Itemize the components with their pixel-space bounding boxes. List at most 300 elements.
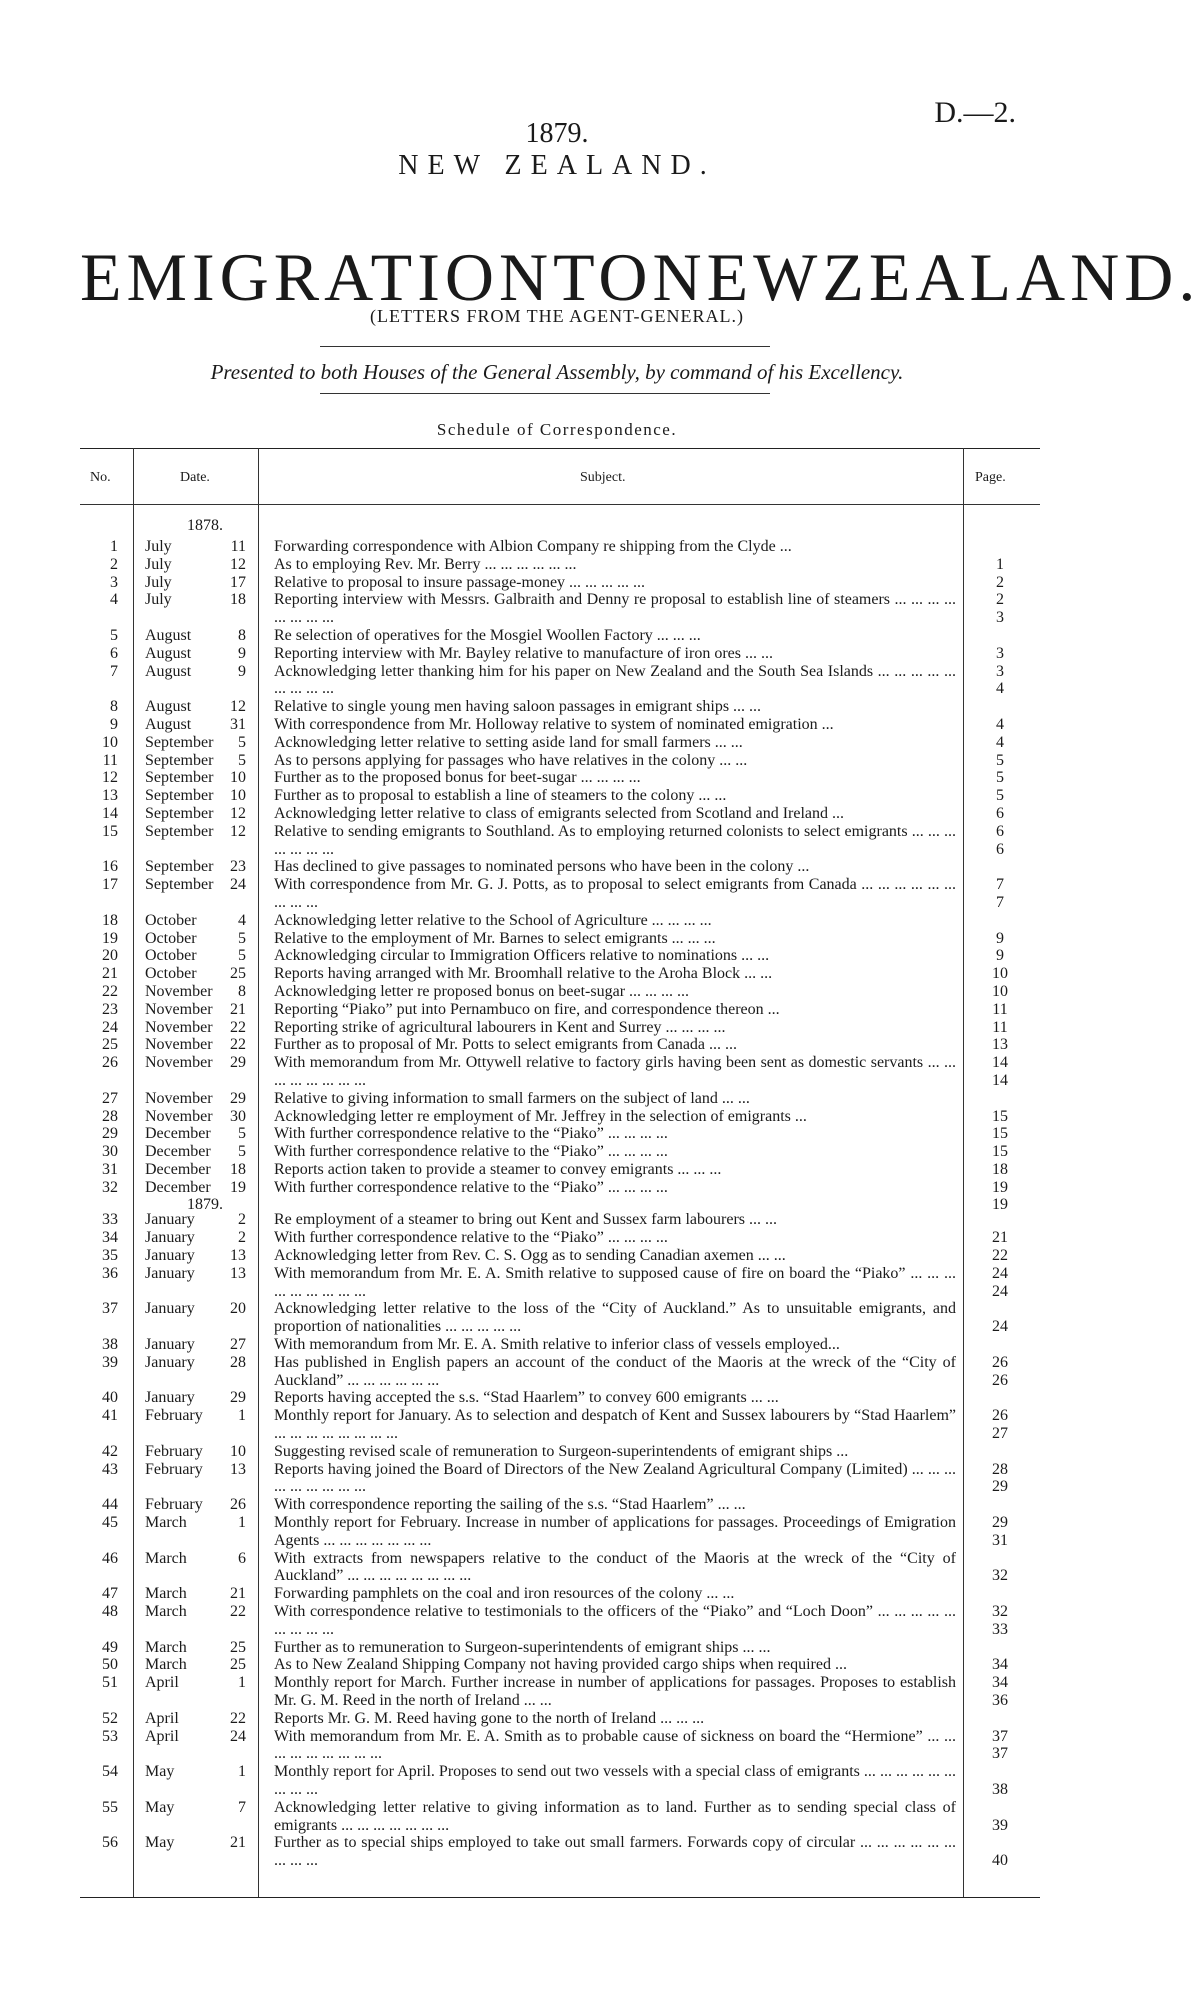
row-page: 5 (996, 787, 1004, 805)
row-month: September (145, 876, 214, 894)
table-row (0, 876, 1114, 912)
row-month: July (145, 538, 172, 555)
row-month: January (145, 1353, 195, 1371)
row-page: 10 (992, 982, 1008, 1000)
row-subject: Further as to special ships employed to take out small farmers. Forwards copy of circular ... ... ... ... ... ... ... ... ... (274, 1834, 956, 1870)
row-number: 25 (102, 1036, 118, 1054)
row-day: 5 (238, 947, 246, 965)
row-page: 3 (996, 644, 1004, 662)
row-number: 6 (110, 644, 118, 662)
row-subject: Acknowledging letter relative to class of emigrants selected from Scotland and Ireland ... (274, 804, 845, 822)
row-page: 29 (992, 1478, 1008, 1496)
row-subject: Reports having accepted the s.s. “Stad Haarlem” to convey 600 emigrants ... ... (274, 1389, 779, 1407)
row-subject: Further as to proposal of Mr. Potts to select emigrants from Canada ... ... (274, 1036, 738, 1054)
table-row (0, 1603, 1114, 1639)
row-day: 9 (238, 644, 246, 662)
row-number: 19 (102, 929, 118, 947)
table-row (0, 663, 1114, 699)
row-month: February (145, 1460, 203, 1478)
row-month: September (145, 733, 214, 751)
row-day: 7 (238, 1798, 246, 1816)
row-page: 13 (992, 1036, 1008, 1054)
row-page: 5 (996, 751, 1004, 769)
row-number: 35 (102, 1247, 118, 1265)
row-page: 6 (996, 804, 1004, 822)
row-month: October (145, 929, 197, 947)
row-page: 39 (992, 1816, 1008, 1834)
row-number: 7 (110, 662, 118, 680)
row-day: 25 (230, 1656, 246, 1674)
table-top-rule (80, 448, 1040, 449)
table-row (0, 1407, 1114, 1443)
row-month: January (145, 1389, 195, 1407)
row-month: March (145, 1656, 187, 1674)
row-month: November (145, 1089, 213, 1107)
row-month: November (145, 1000, 213, 1018)
row-subject: Reporting “Piako” put into Pernambuco on fire, and correspondence thereon ... (274, 1000, 780, 1018)
row-number: 27 (102, 1089, 118, 1107)
row-day: 10 (230, 1442, 246, 1460)
row-month: March (145, 1514, 187, 1532)
row-page: 1 (996, 555, 1004, 573)
row-day: 5 (238, 751, 246, 769)
row-month: April (145, 1727, 179, 1745)
row-subject: Re employment of a steamer to bring out Kent and Sussex farm labourers ... ... (274, 1211, 777, 1229)
row-subject: Reports Mr. G. M. Reed having gone to the north of Ireland ... ... ... (274, 1709, 705, 1727)
row-day: 30 (230, 1107, 246, 1125)
row-number: 9 (110, 715, 118, 733)
page-title (80, 239, 1200, 315)
row-subject: Reports having joined the Board of Directors of the New Zealand Agricultural Company (Limited) ... ... ... ... ... ... ... ... ... (274, 1460, 956, 1496)
row-number: 38 (102, 1336, 118, 1354)
row-page: 21 (992, 1229, 1008, 1247)
row-day: 1 (238, 1674, 246, 1692)
year-label: 1879. (187, 1196, 223, 1213)
row-subject: Acknowledging letter relative to the School of Agriculture ... ... ... ... (274, 911, 712, 929)
row-month: March (145, 1603, 187, 1621)
divider (320, 393, 770, 394)
row-day: 22 (230, 1018, 246, 1036)
row-page: 19 (992, 1178, 1008, 1196)
row-subject: Reports having arranged with Mr. Broomhall relative to the Aroha Block ... ... (274, 965, 773, 983)
row-day: 21 (230, 1000, 246, 1018)
row-number: 1 (110, 538, 118, 555)
row-subject: Forwarding pamphlets on the coal and iron resources of the colony ... ... (274, 1585, 735, 1603)
table-row (0, 1265, 1114, 1301)
row-page: 32 (992, 1603, 1008, 1621)
row-page: 9 (996, 929, 1004, 947)
row-day: 25 (230, 965, 246, 983)
row-number: 46 (102, 1549, 118, 1567)
table-bottom-rule (80, 1897, 1040, 1898)
row-number: 22 (102, 982, 118, 1000)
row-day: 18 (230, 1160, 246, 1178)
row-subject: Relative to single young men having saloon passages in emigrant ships ... ... (274, 698, 762, 716)
row-month: July (145, 573, 172, 591)
row-page: 3 (996, 609, 1004, 627)
row-number: 32 (102, 1178, 118, 1196)
row-page: 5 (996, 769, 1004, 787)
row-number: 26 (102, 1054, 118, 1072)
row-day: 10 (230, 787, 246, 805)
row-number: 36 (102, 1264, 118, 1282)
header-subject: Subject. (580, 470, 626, 485)
row-page: 7 (996, 893, 1004, 911)
row-day: 24 (230, 876, 246, 894)
row-month: January (145, 1300, 195, 1318)
row-number: 41 (102, 1407, 118, 1425)
row-month: September (145, 769, 214, 787)
row-subject: With memorandum from Mr. Ottywell relative to factory girls having been sent as domestic servants ... ... ... ... ... ... ... ... (274, 1054, 956, 1089)
row-number: 10 (102, 733, 118, 751)
title-word: EMIGRATION (80, 239, 554, 315)
row-day: 2 (238, 1229, 246, 1247)
row-day: 12 (230, 804, 246, 822)
row-month: February (145, 1442, 203, 1460)
row-number: 5 (110, 626, 118, 644)
row-subject: As to New Zealand Shipping Company not having provided cargo ships when required ... (274, 1656, 847, 1674)
row-month: February (145, 1496, 203, 1514)
row-page: 15 (992, 1125, 1008, 1143)
table-row (0, 1550, 1114, 1586)
row-number: 12 (102, 769, 118, 787)
row-number: 13 (102, 787, 118, 805)
row-page: 38 (992, 1780, 1008, 1798)
presented-line: Presented to both Houses of the General Assembly, by command of his Excellency. (210, 360, 904, 384)
row-page: 4 (996, 715, 1004, 733)
table-row (0, 1514, 1114, 1550)
row-month: April (145, 1674, 179, 1692)
row-number: 47 (102, 1585, 118, 1603)
row-day: 27 (230, 1336, 246, 1354)
row-subject: With further correspondence relative to the “Piako” ... ... ... ... (274, 1143, 668, 1161)
year-label: 1878. (187, 517, 223, 534)
row-page: 26 (992, 1353, 1008, 1371)
row-subject: With extracts from newspapers relative to the conduct of the Maoris at the wreck of the “City of Auckland” ... ... ... ... ... ... ... ... (274, 1549, 956, 1585)
row-page: 37 (992, 1727, 1008, 1745)
row-page: 6 (996, 822, 1004, 840)
row-subject: Acknowledging letter re proposed bonus on beet-sugar ... ... ... ... (274, 982, 690, 1000)
row-subject: Relative to proposal to insure passage-money ... ... ... ... ... (274, 573, 646, 591)
row-day: 21 (230, 1834, 246, 1852)
row-day: 6 (238, 1549, 246, 1567)
row-month: December (145, 1125, 211, 1143)
row-subject: Reports action taken to provide a steamer to convey emigrants ... ... ... (274, 1160, 722, 1178)
row-day: 18 (230, 591, 246, 609)
row-page: 7 (996, 876, 1004, 894)
row-number: 17 (102, 876, 118, 894)
row-month: August (145, 626, 192, 644)
document-year: 1879. (525, 118, 589, 149)
row-number: 53 (102, 1727, 118, 1745)
row-number: 29 (102, 1125, 118, 1143)
row-subject: Acknowledging circular to Immigration Officers relative to nominations ... ... (274, 947, 770, 965)
row-page: 32 (992, 1567, 1008, 1585)
row-subject: As to employing Rev. Mr. Berry ... ... ... ... ... ... (274, 555, 577, 573)
row-subject: Relative to the employment of Mr. Barnes to select emigrants ... ... ... (274, 929, 716, 947)
row-subject: Relative to giving information to small farmers on the subject of land ... ... (274, 1089, 750, 1107)
row-page: 3 (996, 662, 1004, 680)
row-month: August (145, 662, 192, 680)
table-row (0, 1054, 1114, 1090)
row-subject: Acknowledging letter thanking him for his paper on New Zealand and the South Sea Islands ... ... ... ... ... ... ... ... ... (274, 662, 956, 698)
row-page: 4 (996, 680, 1004, 698)
row-page: 15 (992, 1143, 1008, 1161)
row-month: November (145, 1036, 213, 1054)
row-subject: With correspondence relative to testimonials to the officers of the “Piako” and “Loch Doon” ... ... ... ... ... ... ... ... ... (274, 1603, 956, 1638)
row-page: 2 (996, 573, 1004, 591)
row-subject: Further as to proposal to establish a line of steamers to the colony ... ... (274, 787, 727, 805)
row-number: 56 (102, 1834, 118, 1852)
row-subject: With further correspondence relative to the “Piako” ... ... ... ... (274, 1125, 668, 1143)
row-subject: Has published in English papers an account of the conduct of the Maoris at the wreck of the “City of Auckland” ... ... ... ... ... ... (274, 1353, 956, 1389)
header-no: No. (90, 470, 111, 485)
divider (320, 346, 770, 347)
row-number: 34 (102, 1229, 118, 1247)
table-row (0, 1834, 1114, 1870)
schedule-heading: Schedule of Correspondence. (436, 420, 678, 439)
row-day: 19 (230, 1178, 246, 1196)
row-day: 22 (230, 1603, 246, 1621)
row-subject: As to persons applying for passages who have relatives in the colony ... ... (274, 751, 748, 769)
row-day: 8 (238, 626, 246, 644)
row-day: 17 (230, 573, 246, 591)
row-number: 45 (102, 1514, 118, 1532)
row-day: 21 (230, 1585, 246, 1603)
row-number: 4 (110, 591, 118, 609)
row-page: 34 (992, 1674, 1008, 1692)
row-number: 54 (102, 1763, 118, 1781)
row-month: October (145, 911, 197, 929)
row-page: 18 (992, 1160, 1008, 1178)
row-day: 5 (238, 733, 246, 751)
row-day: 29 (230, 1089, 246, 1107)
row-number: 48 (102, 1603, 118, 1621)
row-day: 22 (230, 1709, 246, 1727)
row-month: March (145, 1638, 187, 1656)
header-page: Page. (975, 470, 1006, 485)
row-subject: With further correspondence relative to the “Piako” ... ... ... ... (274, 1178, 668, 1196)
row-subject: With correspondence reporting the sailing of the s.s. “Stad Haarlem” ... ... (274, 1496, 746, 1514)
row-day: 13 (230, 1460, 246, 1478)
row-day: 1 (238, 1514, 246, 1532)
subtitle: (LETTERS FROM THE AGENT-GENERAL.) (370, 306, 744, 326)
row-subject: Further as to remuneration to Surgeon-superintendents of emigrant ships ... ... (274, 1638, 771, 1656)
row-subject: With memorandum from Mr. E. A. Smith relative to inferior class of vessels employed... (274, 1336, 840, 1354)
row-page: 28 (992, 1460, 1008, 1478)
row-page: 19 (992, 1196, 1008, 1214)
row-month: May (145, 1763, 175, 1781)
row-subject: Suggesting revised scale of remuneration to Surgeon-superintendents of emigrant ships ... (274, 1442, 849, 1460)
row-page: 11 (992, 1000, 1008, 1018)
row-day: 9 (238, 662, 246, 680)
row-number: 3 (110, 573, 118, 591)
table-row (0, 1799, 1114, 1835)
row-subject: Reporting interview with Messrs. Galbraith and Denny re proposal to establish line of steamers ... ... ... ... ... ... ... ... (274, 591, 956, 627)
row-number: 21 (102, 965, 118, 983)
row-subject: Monthly report for April. Proposes to send out two vessels with a special class of emigrants ... ... ... ... ... ... ... ... ... (274, 1763, 956, 1798)
row-page: 33 (992, 1620, 1008, 1638)
row-page: 4 (996, 733, 1004, 751)
row-day: 12 (230, 698, 246, 716)
row-subject: Monthly report for January. As to selection and despatch of Kent and Sussex labourers by “Stad Haarlem” ... ... ... ... ... ... ... ... (274, 1407, 956, 1443)
row-number: 44 (102, 1496, 118, 1514)
row-page: 9 (996, 947, 1004, 965)
row-month: January (145, 1247, 195, 1265)
row-month: September (145, 822, 214, 840)
row-month: July (145, 555, 172, 573)
row-month: November (145, 982, 213, 1000)
row-day: 4 (238, 911, 246, 929)
row-number: 15 (102, 822, 118, 840)
row-subject: Reporting interview with Mr. Bayley relative to manufacture of iron ores ... ... (274, 644, 773, 662)
row-subject: Relative to sending emigrants to Southland. As to employing returned colonists to select emigrants ... ... ... ... ... ... ... (274, 822, 956, 858)
row-month: September (145, 858, 214, 876)
row-subject: With memorandum from Mr. E. A. Smith relative to supposed cause of fire on board the “Piako” ... ... ... ... ... ... ... ... ... (274, 1264, 956, 1300)
row-day: 12 (230, 555, 246, 573)
row-page: 24 (992, 1318, 1008, 1336)
row-subject: Forwarding correspondence with Albion Company re shipping from the Clyde ... (274, 538, 792, 555)
row-subject: Acknowledging letter relative to setting aside land for small farmers ... ... (274, 733, 743, 751)
row-number: 16 (102, 858, 118, 876)
row-page: 26 (992, 1407, 1008, 1425)
row-page: 14 (992, 1071, 1008, 1089)
row-page: 2 (996, 591, 1004, 609)
table-row (0, 591, 1114, 627)
row-subject: With memorandum from Mr. E. A. Smith as to probable cause of sickness on board the “Hermione” ... ... ... ... ... ... ... ... ... (274, 1727, 956, 1763)
row-number: 20 (102, 947, 118, 965)
row-number: 8 (110, 698, 118, 716)
row-subject: Monthly report for February. Increase in number of applications for passages. Proceedings of Emigration Agents ... ... ... ... ... ... ... (274, 1514, 956, 1549)
row-number: 30 (102, 1143, 118, 1161)
table-row (0, 823, 1114, 859)
row-day: 5 (238, 929, 246, 947)
row-subject: Has declined to give passages to nominated persons who have been in the colony ... (274, 858, 810, 876)
row-subject: Acknowledging letter relative to giving information as to land. Further as to sending special class of emigrants ... ... ... ... ... ... ... (274, 1798, 956, 1834)
table-header-rule (80, 504, 1040, 505)
row-month: July (145, 591, 172, 609)
row-page: 36 (992, 1692, 1008, 1709)
row-month: January (145, 1336, 195, 1354)
title-word: NEW (652, 239, 823, 315)
table-row (0, 1674, 1114, 1710)
row-month: November (145, 1107, 213, 1125)
row-number: 11 (102, 751, 118, 769)
row-day: 20 (230, 1300, 246, 1318)
row-number: 14 (102, 804, 118, 822)
row-month: August (145, 644, 192, 662)
row-month: September (145, 751, 214, 769)
row-page: 14 (992, 1054, 1008, 1072)
row-day: 12 (230, 822, 246, 840)
row-page: 11 (992, 1018, 1008, 1036)
row-page: 37 (992, 1745, 1008, 1763)
row-subject: Reporting strike of agricultural labourers in Kent and Surrey ... ... ... ... (274, 1018, 726, 1036)
row-subject: Acknowledging letter from Rev. C. S. Ogg as to sending Canadian axemen ... ... (274, 1247, 786, 1265)
row-month: November (145, 1018, 213, 1036)
row-number: 28 (102, 1107, 118, 1125)
row-page: 24 (992, 1264, 1008, 1282)
table-row (0, 1300, 1114, 1336)
title-word: TO (553, 239, 653, 315)
row-day: 1 (238, 1407, 246, 1425)
row-day: 22 (230, 1036, 246, 1054)
row-number: 23 (102, 1000, 118, 1018)
row-day: 13 (230, 1264, 246, 1282)
row-page: 22 (992, 1247, 1008, 1265)
row-page: 27 (992, 1425, 1008, 1443)
row-day: 5 (238, 1125, 246, 1143)
table-row (0, 1461, 1114, 1497)
row-day: 8 (238, 982, 246, 1000)
row-month: April (145, 1709, 179, 1727)
row-page: 24 (992, 1282, 1008, 1300)
row-page: 29 (992, 1514, 1008, 1532)
row-day: 28 (230, 1353, 246, 1371)
row-subject: With correspondence from Mr. G. J. Potts, as to proposal to select emigrants from Canada ... ... ... ... ... ... ... ... ... (274, 876, 956, 911)
row-day: 26 (230, 1496, 246, 1514)
row-page: 26 (992, 1371, 1008, 1389)
row-month: December (145, 1160, 211, 1178)
row-day: 24 (230, 1727, 246, 1745)
row-month: March (145, 1585, 187, 1603)
row-number: 40 (102, 1389, 118, 1407)
row-month: December (145, 1143, 211, 1161)
row-month: March (145, 1549, 187, 1567)
row-day: 11 (230, 538, 246, 555)
row-day: 25 (230, 1638, 246, 1656)
correspondence-table (0, 538, 1114, 1870)
row-month: December (145, 1178, 211, 1196)
row-subject: Monthly report for March. Further increase in number of applications for passages. Proposes to establish Mr. G. M. Reed in the north of Ireland ... ... (274, 1674, 956, 1709)
document-reference: D.—2. (934, 96, 1016, 129)
header-date: Date. (180, 470, 210, 485)
row-month: May (145, 1834, 175, 1852)
row-month: October (145, 947, 197, 965)
row-day: 5 (238, 1143, 246, 1161)
row-number: 52 (102, 1709, 118, 1727)
row-number: 18 (102, 911, 118, 929)
table-row (0, 1354, 1114, 1390)
row-day: 10 (230, 769, 246, 787)
row-number: 24 (102, 1018, 118, 1036)
row-month: October (145, 965, 197, 983)
row-number: 55 (102, 1798, 118, 1816)
row-month: August (145, 715, 192, 733)
row-number: 37 (102, 1300, 118, 1318)
row-subject: With correspondence from Mr. Holloway relative to system of nominated emigration ... (274, 715, 834, 733)
row-month: January (145, 1264, 195, 1282)
row-number: 31 (102, 1160, 118, 1178)
row-day: 2 (238, 1211, 246, 1229)
row-page: 34 (992, 1656, 1008, 1674)
row-day: 29 (230, 1054, 246, 1072)
row-month: August (145, 698, 192, 716)
row-number: 39 (102, 1353, 118, 1371)
row-page: 15 (992, 1107, 1008, 1125)
row-month: January (145, 1211, 195, 1229)
title-word: ZEALAND. (822, 239, 1200, 315)
row-number: 50 (102, 1656, 118, 1674)
row-number: 2 (110, 555, 118, 573)
row-month: January (145, 1229, 195, 1247)
row-day: 31 (230, 715, 246, 733)
row-day: 1 (238, 1763, 246, 1781)
row-number: 33 (102, 1211, 118, 1229)
row-page: 31 (992, 1531, 1008, 1549)
row-month: September (145, 804, 214, 822)
row-page: 40 (992, 1852, 1008, 1870)
